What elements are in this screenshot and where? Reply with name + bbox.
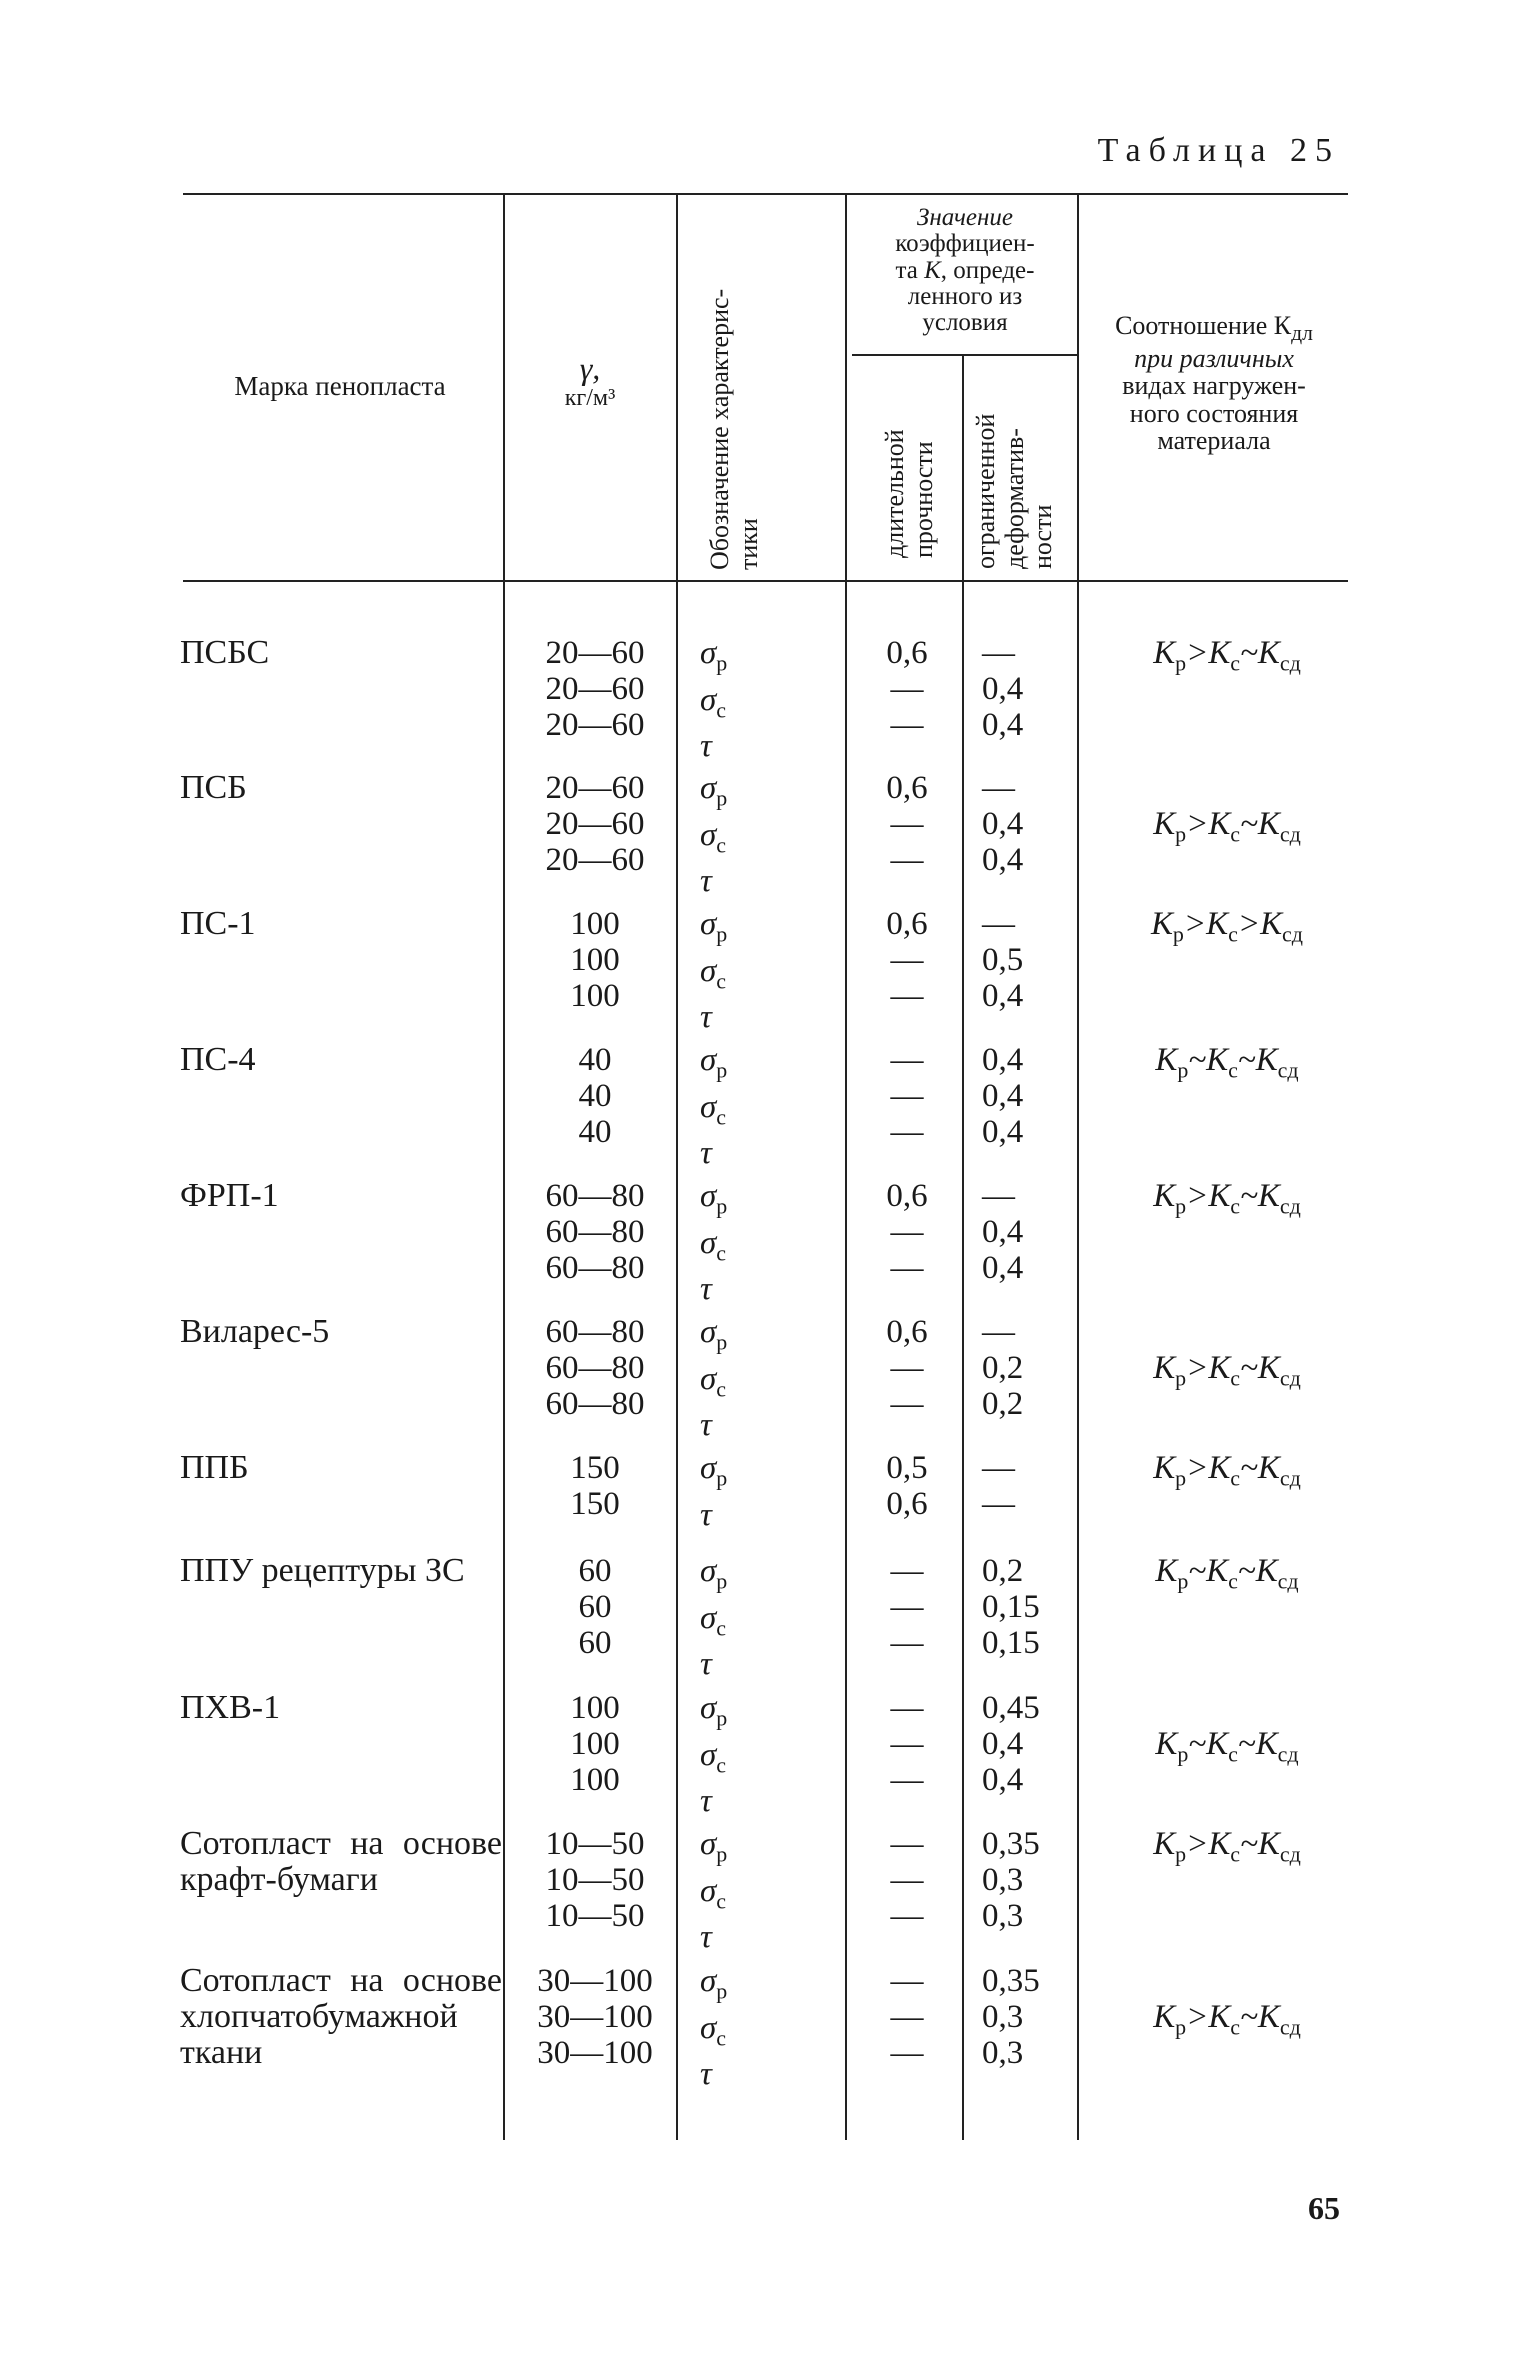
row-k-strength-line: — (890, 1963, 924, 1999)
row-gamma-line: 60—80 (545, 1350, 645, 1386)
row-k-strength-line: — (890, 1999, 924, 2035)
row-gamma-line: 40 (578, 1114, 612, 1150)
row-symbol-line: $\sigma_с$ (700, 1599, 727, 1641)
row-k-strength (848, 635, 966, 743)
row-k-deformation-line: 0,4 (982, 1214, 1024, 1250)
row-k-strength-line: — (890, 942, 924, 978)
row-ratio: $К_р>К_с\sim К_{сд}$ (1153, 806, 1301, 847)
row-k-deformation-line: 0,3 (982, 1862, 1024, 1898)
row-k-deformation-line: 0,3 (982, 1898, 1024, 1934)
row-k-strength-line: 0,6 (886, 906, 928, 942)
row-gamma-line: 100 (570, 1726, 620, 1762)
row-symbol-line: $\sigma_с$ (700, 681, 727, 723)
row-k-deformation-line: — (982, 635, 1015, 671)
row-symbol-line: $\sigma_с$ (700, 1360, 727, 1402)
row-k-strength (848, 1690, 966, 1798)
row-k-strength-line: 0,6 (886, 1314, 928, 1350)
row-gamma-line: 10—50 (545, 1862, 645, 1898)
row-k-deformation-line: 0,2 (982, 1350, 1024, 1386)
row-k-deformation-line: 0,4 (982, 842, 1024, 878)
row-symbol (700, 635, 830, 764)
row-gamma-line: 20—60 (545, 671, 645, 707)
row-k-strength-line: — (890, 2035, 924, 2071)
row-name: ФРП-1 (180, 1177, 279, 1214)
row-k-strength-line: 0,6 (886, 1178, 928, 1214)
col-divider-1 (503, 195, 505, 2140)
row-k-deformation-line: 0,5 (982, 942, 1024, 978)
row-symbol-line: τ (700, 1496, 712, 1533)
header-gamma (520, 352, 660, 411)
row-symbol (700, 1690, 830, 1819)
row-symbol-line: $\sigma_р$ (700, 906, 728, 947)
row-ratio: $К_р>К_с>К_{сд}$ (1150, 906, 1304, 947)
row-gamma (510, 1553, 680, 1661)
row-k-deformation-line: 0,3 (982, 1999, 1024, 2035)
row-k-deformation-line: 0,3 (982, 2035, 1024, 2071)
row-k-strength (848, 1042, 966, 1150)
row-symbol-line: $\sigma_с$ (700, 2009, 727, 2051)
row-symbol-line: $\sigma_р$ (700, 770, 728, 811)
row-k-strength-line: — (890, 1553, 924, 1589)
row-name: ППБ (180, 1449, 249, 1486)
row-k-strength-line: — (890, 671, 924, 707)
row-k-deformation-line: 0,15 (982, 1589, 1040, 1625)
row-symbol (700, 906, 830, 1035)
row-k-deformation-line: — (982, 1178, 1015, 1214)
row-symbol-line: τ (700, 999, 712, 1036)
row-k-deformation-line: 0,45 (982, 1690, 1040, 1726)
row-k-strength-line: — (890, 1589, 924, 1625)
row-symbol-line: τ (700, 1135, 712, 1172)
row-k-deformation-line: 0,35 (982, 1963, 1040, 1999)
row-symbol (700, 1450, 830, 1533)
row-gamma-line: 100 (570, 1690, 620, 1726)
header-bottom-rule (183, 580, 1348, 582)
row-k-strength-line: — (890, 1826, 924, 1862)
row-gamma-line: 20—60 (545, 842, 645, 878)
row-name: Виларес-5 (180, 1313, 330, 1350)
row-symbol-line: $\sigma_с$ (700, 1224, 727, 1266)
row-k-deformation-line: 0,4 (982, 707, 1024, 743)
row-name: ППУ рецептуры ЗС (180, 1552, 465, 1589)
row-symbol-line: $\sigma_с$ (700, 816, 727, 858)
row-k-deformation (970, 1963, 1092, 2071)
row-k-strength-line: — (890, 1078, 924, 1114)
row-gamma (510, 770, 680, 878)
header-gamma-unit: кг/м³ (564, 384, 616, 411)
row-k-deformation-line: 0,4 (982, 671, 1024, 707)
row-k-strength-line: — (890, 1214, 924, 1250)
row-k-strength-line: — (890, 707, 924, 743)
row-k-strength-line: — (890, 1690, 924, 1726)
row-gamma-line: 150 (570, 1486, 620, 1522)
row-gamma (510, 635, 680, 743)
row-gamma-line: 150 (570, 1450, 620, 1486)
row-k-strength-line: — (890, 1350, 924, 1386)
table-caption: Таблица 25 (1097, 132, 1340, 169)
row-k-deformation (970, 1042, 1092, 1150)
row-gamma-line: 20—60 (545, 806, 645, 842)
header-k-group: Значение коэффициен- та К, опреде- ленного из условия (895, 204, 1035, 336)
row-k-deformation-line: 0,4 (982, 1042, 1024, 1078)
row-ratio: $К_р\sim К_с\sim К_{сд}$ (1155, 1553, 1299, 1594)
row-symbol-line: τ (700, 1407, 712, 1444)
row-k-deformation (970, 1178, 1092, 1286)
row-name: ПСБС (180, 634, 270, 671)
row-gamma (510, 1450, 680, 1522)
row-symbol-line: τ (700, 2056, 712, 2093)
row-symbol (700, 1553, 830, 1682)
row-k-deformation-line: 0,4 (982, 1114, 1024, 1150)
row-gamma-line: 20—60 (545, 707, 645, 743)
row-k-strength (848, 1314, 966, 1422)
row-k-strength (848, 1178, 966, 1286)
row-k-deformation-line: 0,4 (982, 978, 1024, 1014)
row-symbol-line: τ (700, 1271, 712, 1308)
header-designation: Обозначение характерис- тики (705, 288, 763, 570)
row-symbol-line: $\sigma_р$ (700, 635, 728, 676)
row-k-deformation-line: 0,4 (982, 806, 1024, 842)
row-symbol-line: $\sigma_р$ (700, 1178, 728, 1219)
row-symbol (700, 1314, 830, 1443)
row-ratio: $К_р\sim К_с\sim К_{сд}$ (1155, 1042, 1299, 1083)
row-symbol-line: $\sigma_с$ (700, 952, 727, 994)
row-k-deformation-line: — (982, 906, 1015, 942)
row-k-strength-line: 0,6 (886, 770, 928, 806)
header-brand: Марка пенопласта (234, 371, 446, 401)
row-symbol (700, 1963, 830, 2092)
row-k-strength-line: — (890, 1114, 924, 1150)
row-k-deformation (970, 1690, 1092, 1798)
row-k-strength (848, 1450, 966, 1522)
row-gamma (510, 1178, 680, 1286)
header-gamma-symbol: γ, (579, 350, 601, 386)
row-gamma-line: 60 (578, 1625, 612, 1661)
row-gamma (510, 906, 680, 1014)
row-symbol (700, 770, 830, 899)
k-group-rule (852, 354, 1078, 356)
row-gamma-line: 60—80 (545, 1214, 645, 1250)
row-symbol-line: $\sigma_р$ (700, 1450, 728, 1491)
row-gamma-line: 60 (578, 1589, 612, 1625)
row-symbol-line: $\sigma_с$ (700, 1872, 727, 1914)
row-name: ПСБ (180, 769, 247, 806)
row-symbol-line: $\sigma_с$ (700, 1088, 727, 1130)
row-k-strength-line: — (890, 1862, 924, 1898)
row-symbol-line: τ (700, 1919, 712, 1956)
row-k-strength-line: — (890, 842, 924, 878)
row-k-strength-line: 0,6 (886, 1486, 928, 1522)
row-k-strength-line: 0,5 (886, 1450, 928, 1486)
row-ratio: $К_р>К_с\sim К_{сд}$ (1153, 635, 1301, 676)
row-gamma-line: 10—50 (545, 1898, 645, 1934)
row-gamma (510, 1826, 680, 1934)
header-k-deformation: ограниченной деформатив- ности (971, 413, 1058, 569)
row-gamma-line: 60—80 (545, 1178, 645, 1214)
row-gamma-line: 20—60 (545, 770, 645, 806)
row-k-deformation-line: 0,2 (982, 1553, 1024, 1589)
row-symbol-line: $\sigma_р$ (700, 1042, 728, 1083)
row-k-deformation (970, 1553, 1092, 1661)
row-symbol (700, 1178, 830, 1307)
row-k-strength-line: 0,6 (886, 635, 928, 671)
row-k-strength-line: — (890, 1762, 924, 1798)
row-symbol-line: τ (700, 728, 712, 765)
row-gamma-line: 100 (570, 906, 620, 942)
row-k-deformation-line: 0,15 (982, 1625, 1040, 1661)
row-k-strength (848, 906, 966, 1014)
row-k-strength-line: — (890, 1726, 924, 1762)
row-ratio: $К_р>К_с\sim К_{сд}$ (1153, 1450, 1301, 1491)
row-k-deformation (970, 1450, 1092, 1522)
row-k-deformation (970, 906, 1092, 1014)
col-divider-3 (845, 195, 847, 2140)
row-gamma-line: 40 (578, 1078, 612, 1114)
row-k-strength-line: — (890, 1386, 924, 1422)
row-gamma-line: 30—100 (537, 2035, 653, 2071)
row-k-strength (848, 1553, 966, 1661)
row-symbol-line: $\sigma_р$ (700, 1314, 728, 1355)
row-k-deformation-line: — (982, 1314, 1015, 1350)
row-k-deformation-line: — (982, 1450, 1015, 1486)
row-k-deformation (970, 770, 1092, 878)
row-symbol-line: $\sigma_р$ (700, 1553, 728, 1594)
row-gamma-line: 100 (570, 978, 620, 1014)
row-symbol-line: τ (700, 1646, 712, 1683)
row-k-deformation (970, 1826, 1092, 1934)
row-name: ПХВ-1 (180, 1689, 281, 1726)
row-gamma-line: 60 (578, 1553, 612, 1589)
row-symbol-line: $\sigma_с$ (700, 1736, 727, 1778)
row-gamma-line: 10—50 (545, 1826, 645, 1862)
row-gamma-line: 30—100 (537, 1999, 653, 2035)
row-ratio: $К_р>К_с\sim К_{сд}$ (1153, 1826, 1301, 1867)
row-gamma (510, 1690, 680, 1798)
row-k-deformation-line: — (982, 770, 1015, 806)
row-gamma-line: 60—80 (545, 1386, 645, 1422)
row-name: ПС-1 (180, 905, 256, 942)
row-ratio: $К_р>К_с\sim К_{сд}$ (1153, 1350, 1301, 1391)
row-k-deformation-line: 0,4 (982, 1078, 1024, 1114)
row-gamma-line: 20—60 (545, 635, 645, 671)
header-ratio: Соотношение $К_{дл}$ при различных видах нагружен- ного состояния материала (1115, 311, 1313, 455)
row-gamma-line: 40 (578, 1042, 612, 1078)
row-k-strength-line: — (890, 806, 924, 842)
row-k-strength-line: — (890, 1042, 924, 1078)
row-k-deformation-line: — (982, 1486, 1015, 1522)
row-k-strength-line: — (890, 1250, 924, 1286)
row-k-deformation-line: 0,4 (982, 1250, 1024, 1286)
row-name: Сотопласт на основе крафт-бумаги (180, 1825, 502, 1898)
row-ratio: $К_р>К_с\sim К_{сд}$ (1153, 1178, 1301, 1219)
row-symbol (700, 1042, 830, 1171)
row-symbol-line: $\sigma_р$ (700, 1963, 728, 2004)
row-gamma-line: 100 (570, 942, 620, 978)
row-k-deformation-line: 0,4 (982, 1726, 1024, 1762)
row-k-strength-line: — (890, 1898, 924, 1934)
row-symbol-line: τ (700, 863, 712, 900)
row-ratio: $К_р>К_с\sim К_{сд}$ (1153, 1999, 1301, 2040)
row-k-strength-line: — (890, 978, 924, 1014)
row-k-strength-line: — (890, 1625, 924, 1661)
table-top-rule (183, 193, 1348, 195)
row-gamma (510, 1963, 680, 2071)
row-k-deformation-line: 0,4 (982, 1762, 1024, 1798)
row-name: Сотопласт на основе хлопчатобумажной ткани (180, 1962, 502, 2071)
row-ratio: $К_р\sim К_с\sim К_{сд}$ (1155, 1726, 1299, 1767)
row-k-deformation-line: 0,2 (982, 1386, 1024, 1422)
row-symbol (700, 1826, 830, 1955)
row-gamma-line: 30—100 (537, 1963, 653, 1999)
row-k-strength (848, 1963, 966, 2071)
header-k-strength: длительной прочности (880, 429, 938, 558)
row-symbol-line: $\sigma_р$ (700, 1690, 728, 1731)
row-gamma-line: 60—80 (545, 1314, 645, 1350)
row-symbol-line: τ (700, 1783, 712, 1820)
row-name: ПС-4 (180, 1041, 256, 1078)
row-k-deformation (970, 1314, 1092, 1422)
row-k-deformation-line: 0,35 (982, 1826, 1040, 1862)
row-gamma-line: 100 (570, 1762, 620, 1798)
row-k-strength (848, 770, 966, 878)
row-gamma-line: 60—80 (545, 1250, 645, 1286)
row-symbol-line: $\sigma_р$ (700, 1826, 728, 1867)
row-gamma (510, 1042, 680, 1150)
row-k-strength (848, 1826, 966, 1934)
row-k-deformation (970, 635, 1092, 743)
page-number: 65 (1308, 2190, 1340, 2226)
row-gamma (510, 1314, 680, 1422)
